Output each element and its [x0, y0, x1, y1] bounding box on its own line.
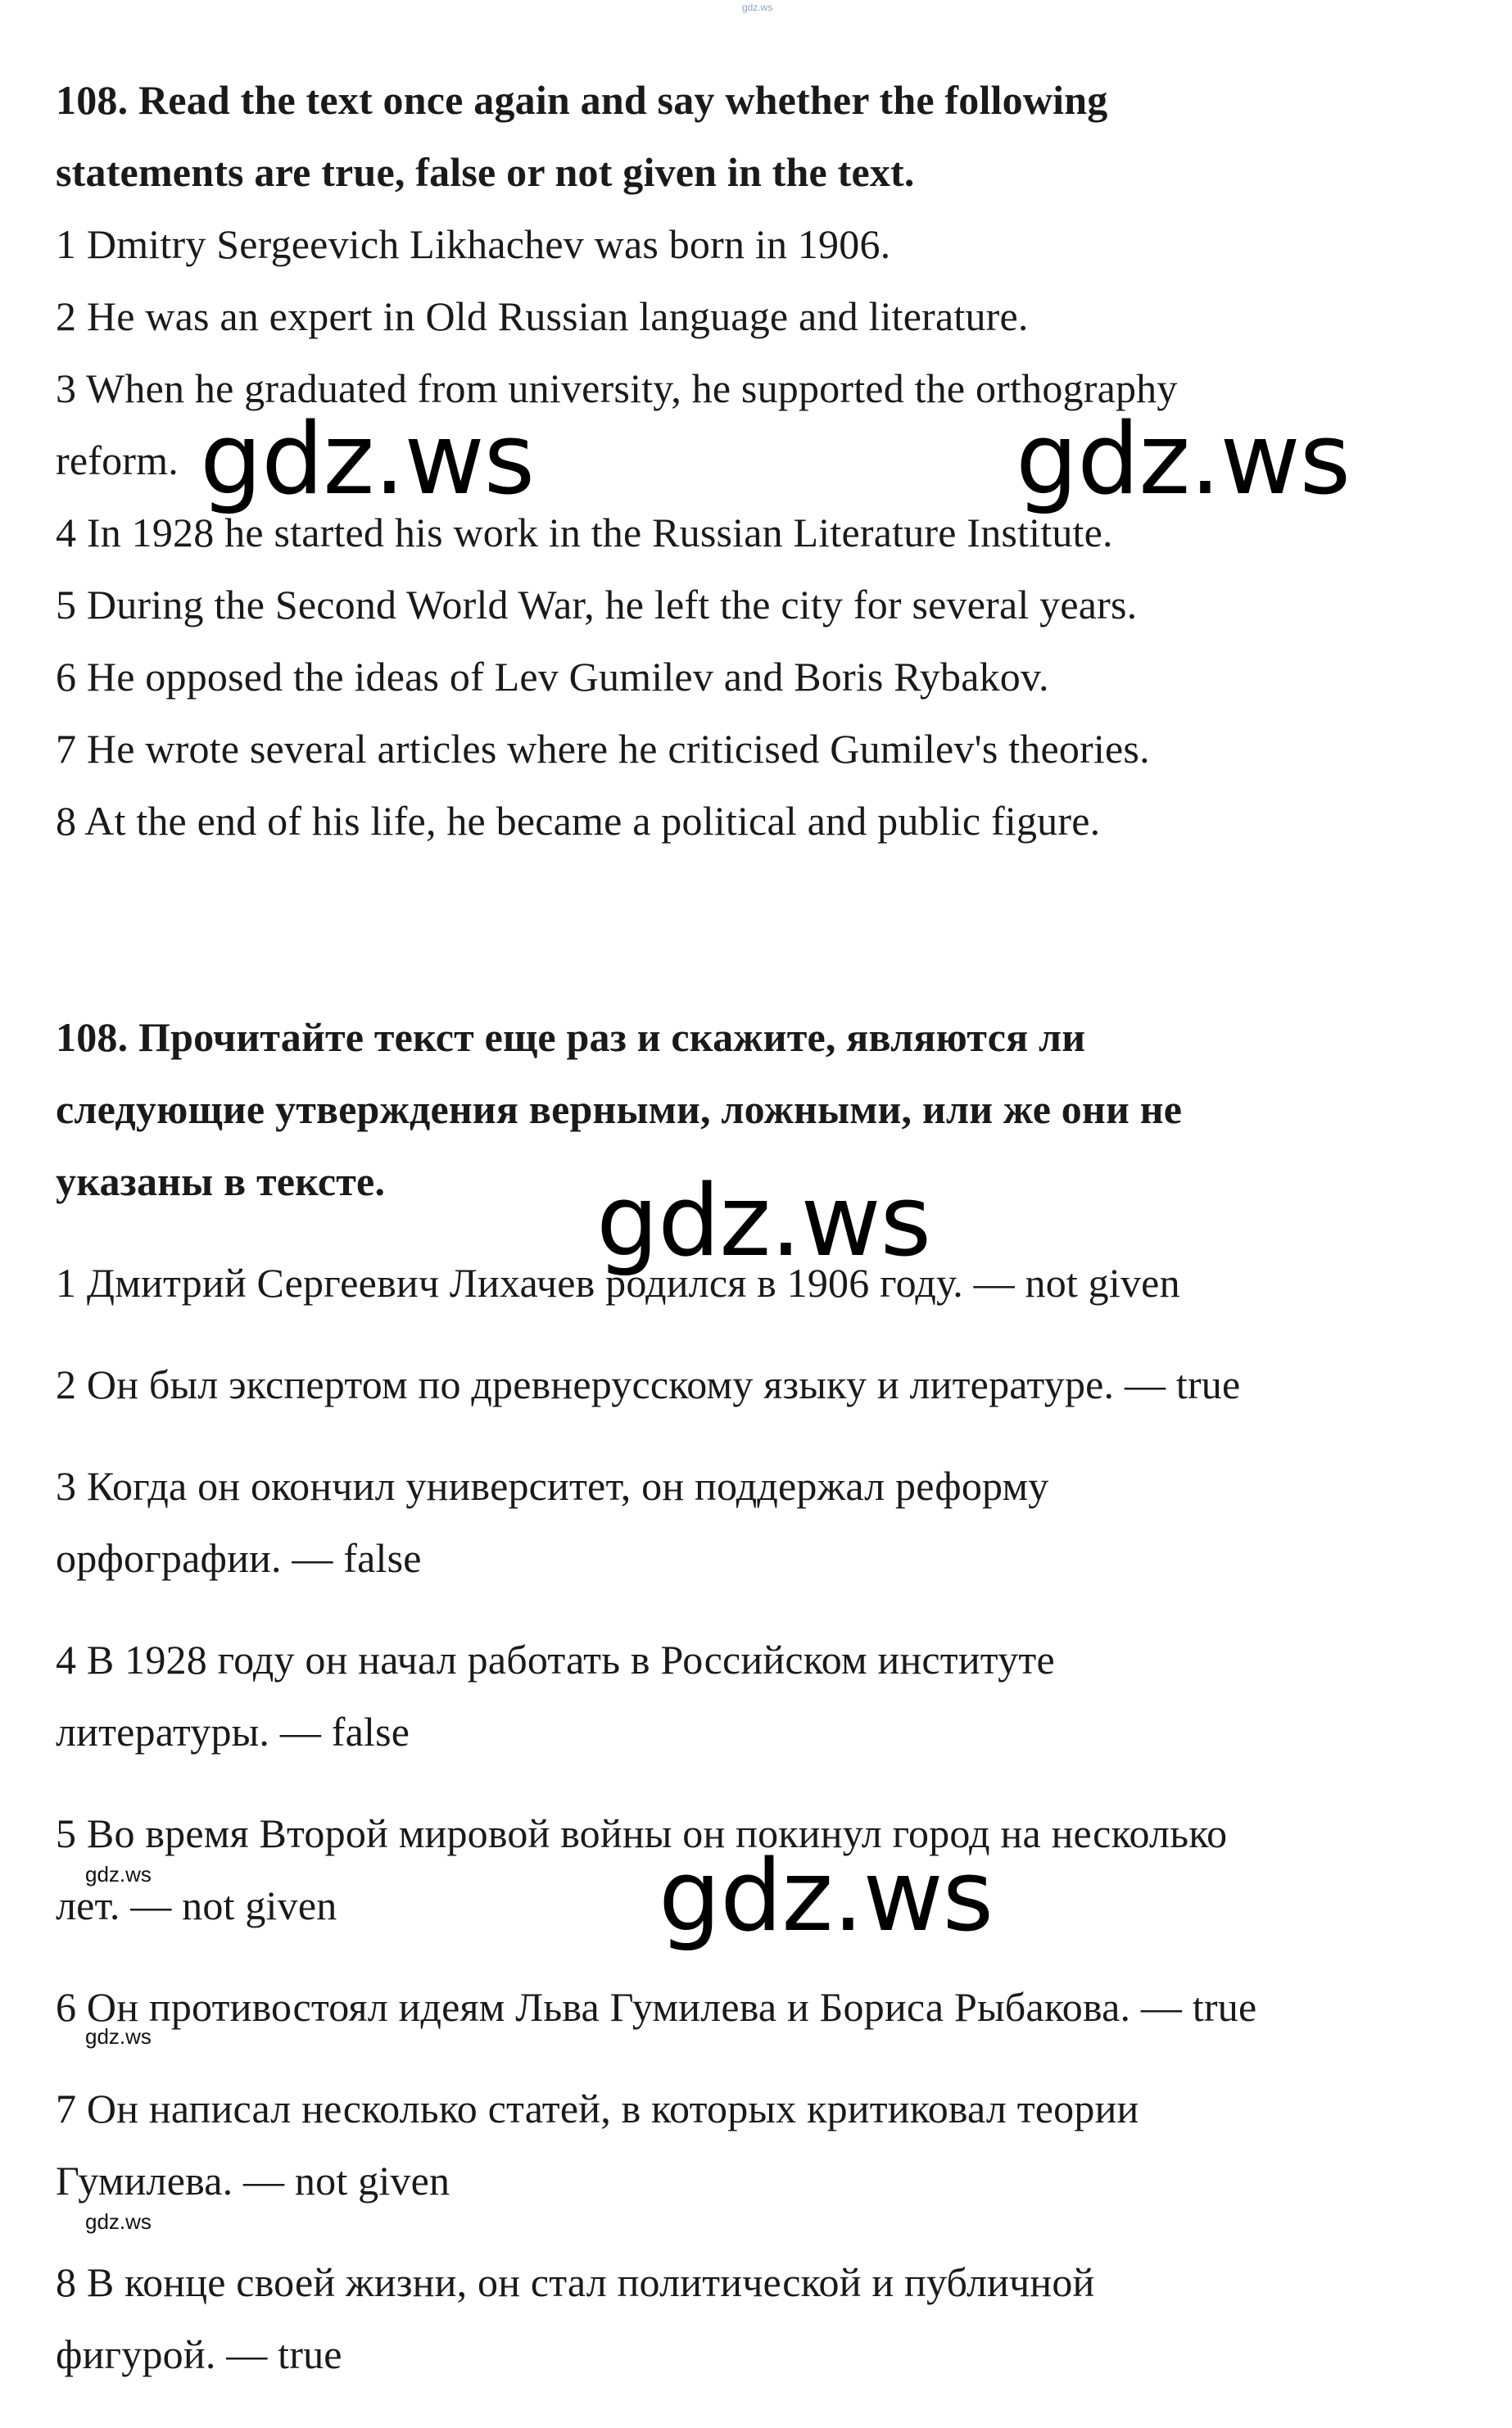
russian-item-5: 5 Во время Второй мировой войны он покинул город на несколько	[56, 1810, 1228, 1856]
english-item-5: 5 During the Second World War, he left the city for several years.	[56, 582, 1138, 627]
watermark-large-3: gdz.ws	[596, 1165, 931, 1279]
russian-item-8: 8 В конце своей жизни, он стал политической и публичной	[56, 2259, 1095, 2305]
russian-item-4: 4 В 1928 году он начал работать в Российском институте	[56, 1637, 1055, 1683]
english-item-4: 4 In 1928 he started his work in the Russian Literature Institute.	[56, 510, 1113, 555]
top-watermark: gdz.ws	[742, 2, 773, 13]
english-item-3: 3 When he graduated from university, he supported the orthography	[56, 365, 1178, 411]
english-item-3-cont: reform.	[56, 437, 179, 483]
russian-item-7-cont: Гумилева. — not given	[56, 2158, 450, 2204]
russian-heading-line-1: 108. Прочитайте текст еще раз и скажите, являются ли	[56, 1014, 1086, 1060]
english-item-7: 7 He wrote several articles where he criticised Gumilev's theories.	[56, 726, 1150, 772]
watermark-small-2: gdz.ws	[85, 2024, 152, 2049]
russian-item-3: 3 Когда он окончил университет, он поддержал реформу	[56, 1463, 1049, 1509]
russian-item-4-cont: литературы. — false	[56, 1709, 410, 1755]
russian-item-8-cont: фигурой. — true	[56, 2331, 342, 2377]
russian-item-1: 1 Дмитрий Сергеевич Лихачев родился в 1906 году. — not given	[56, 1260, 1180, 1306]
russian-item-5-cont: лет. — not given	[56, 1882, 337, 1928]
russian-item-3-cont: орфографии. — false	[56, 1535, 422, 1581]
english-heading-line-2: statements are true, false or not given in the text.	[56, 149, 915, 195]
watermark-small-3: gdz.ws	[85, 2209, 152, 2234]
english-item-6: 6 He opposed the ideas of Lev Gumilev and Boris Rybakov.	[56, 654, 1049, 700]
english-heading-line-1: 108. Read the text once again and say whether the following	[56, 77, 1108, 123]
english-item-8: 8 At the end of his life, he became a political and public figure.	[56, 798, 1101, 844]
russian-heading-line-3: указаны в тексте.	[56, 1158, 386, 1204]
watermark-large-4: gdz.ws	[659, 1840, 994, 1954]
russian-item-2: 2 Он был экспертом по древнерусскому языку и литературе. — true	[56, 1361, 1241, 1407]
watermark-large-1: gdz.ws	[200, 403, 535, 517]
watermark-small-1: gdz.ws	[85, 1862, 152, 1887]
russian-heading-line-2: следующие утверждения верными, ложными, или же они не	[56, 1086, 1183, 1132]
russian-item-6: 6 Он противостоял идеям Льва Гумилева и Бориса Рыбакова. — true	[56, 1984, 1257, 2030]
russian-item-7: 7 Он написал несколько статей, в которых критиковал теории	[56, 2086, 1139, 2131]
english-item-1: 1 Dmitry Sergeevich Likhachev was born in 1906.	[56, 221, 891, 267]
english-item-2: 2 He was an expert in Old Russian language and literature.	[56, 293, 1029, 339]
watermark-large-2: gdz.ws	[1016, 403, 1351, 517]
